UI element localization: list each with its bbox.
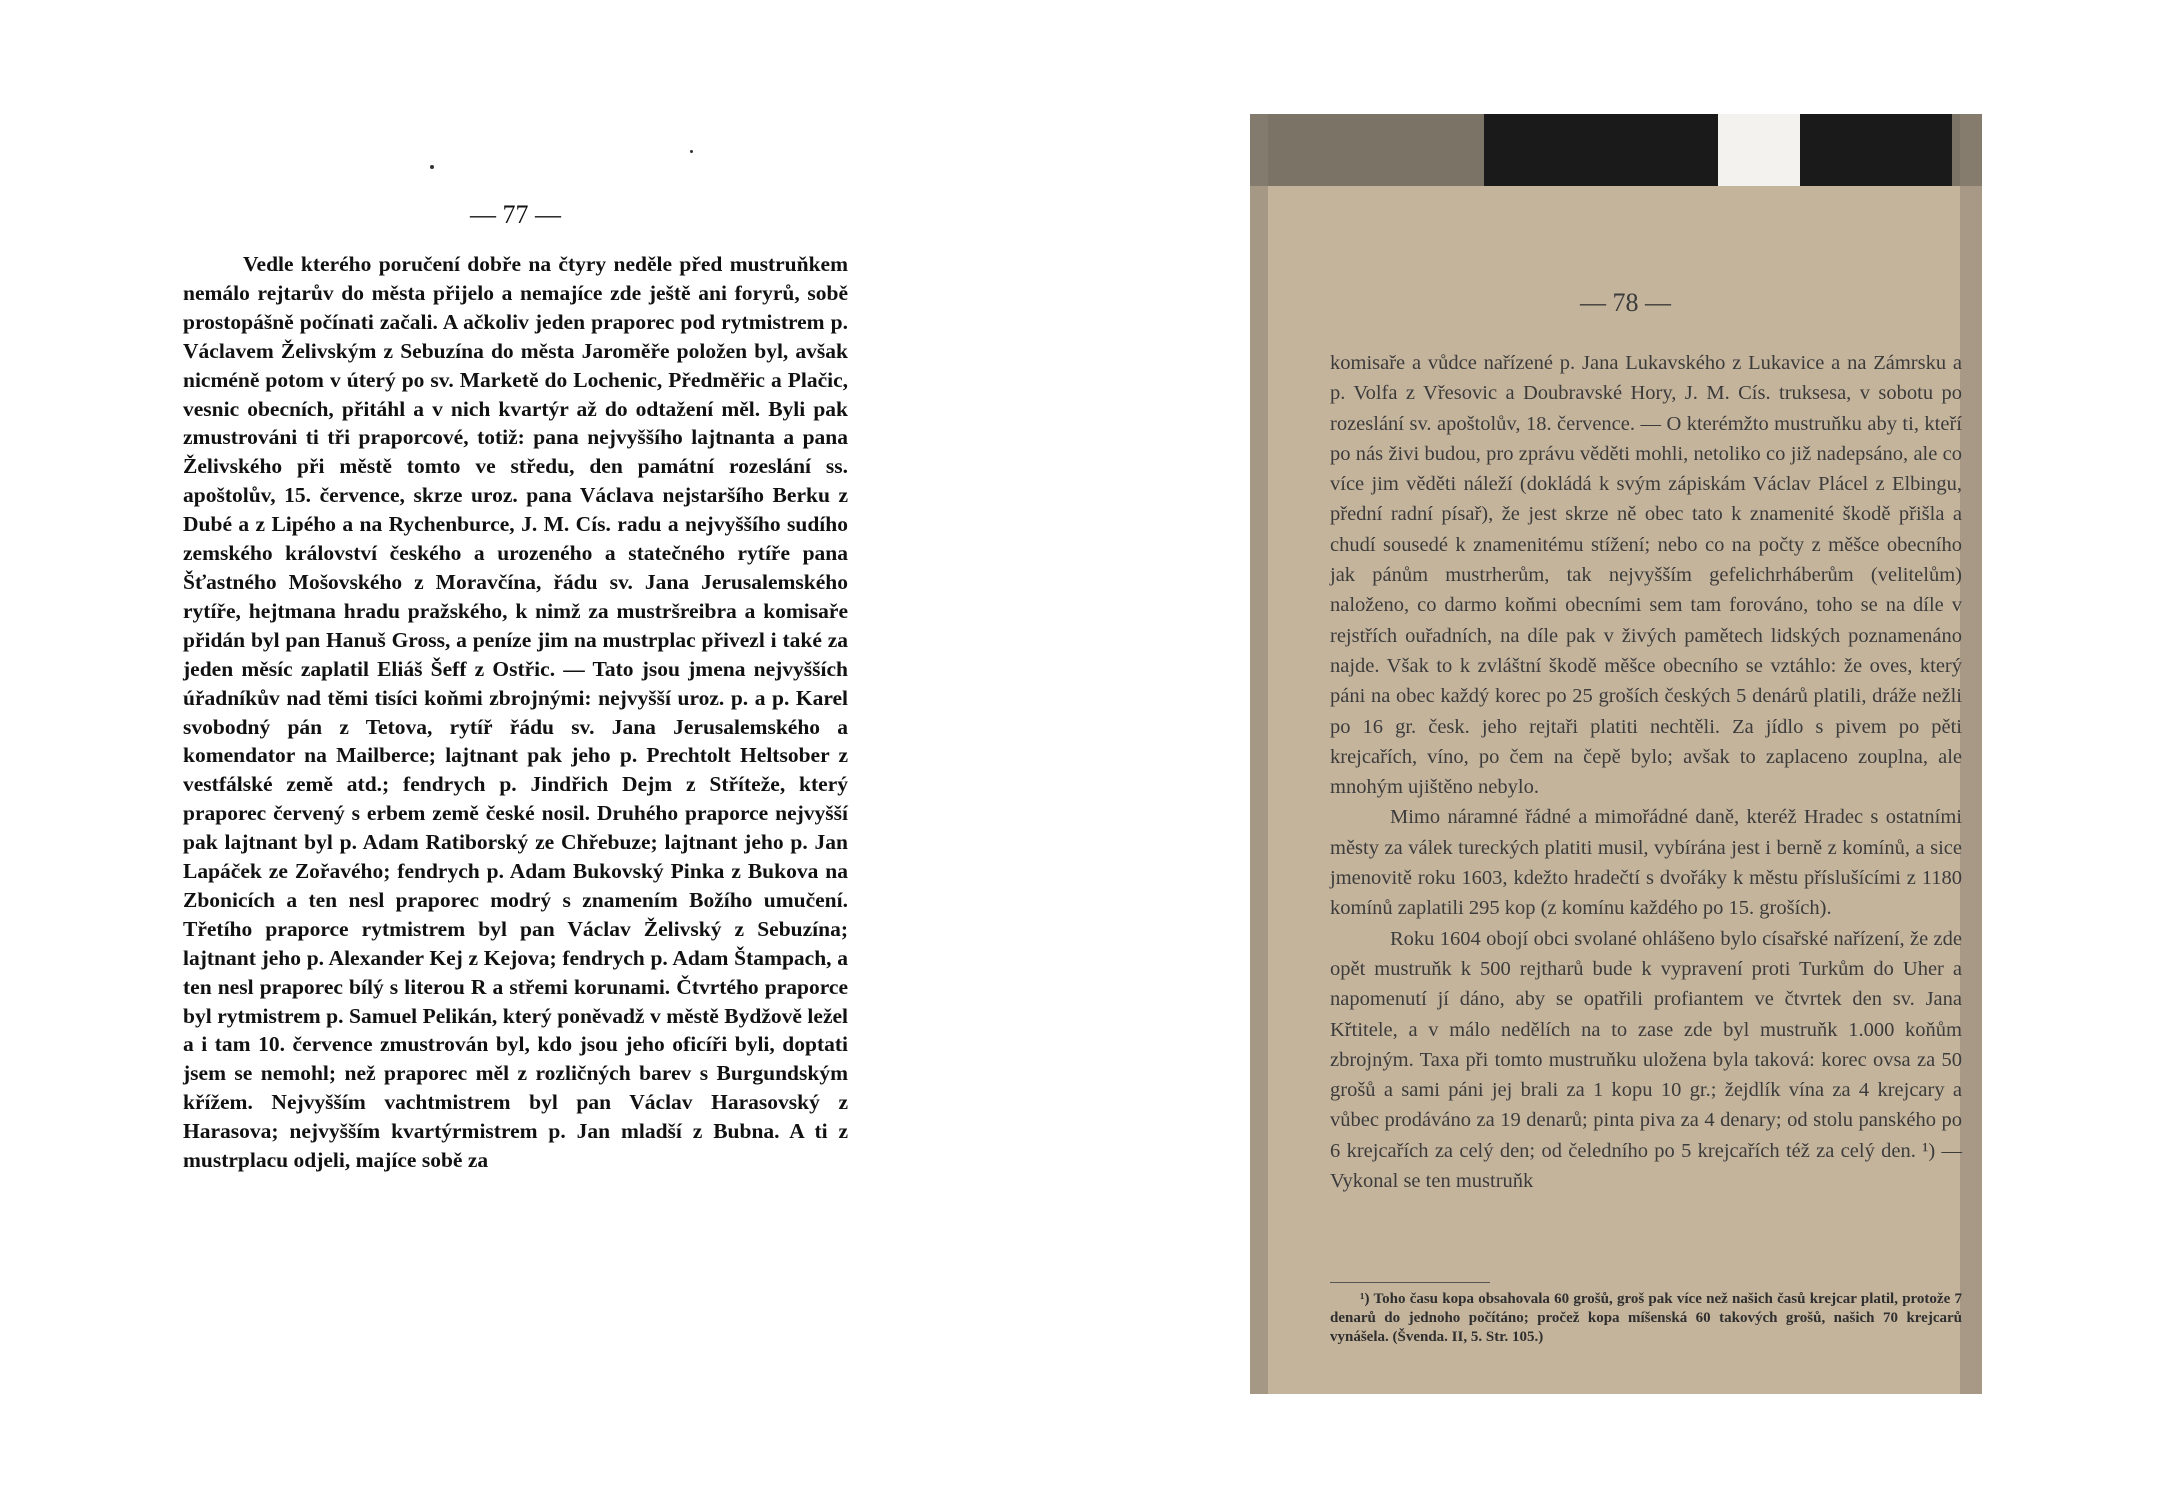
paragraph: komisaře a vůdce nařízené p. Jana Lukavského z Lukavice a na Zámrsku a p. Volfa z Vřesovic a Doubravské Hory, J. M. Cís. truksesa, v sobotu po rozeslání sv. apoštolův, 18. července. — O kterémžto mustruňku aby ti, kteří po nás živi budou, pro zprávu věděti mohli, netoliko co již nadepsáno, ale co více jim věděti náleží (dokládá k svým zápiskám Václav Plácel z Elbingu, přední radní písař), že jest skrze ně obec tato k znamenité škodě přišla a chudí sousedé k znamenitému stížení; nebo co na počty z měšce obecního jak pánům mustrherům, tak nejvyšším gefelichrháberům (velitelům) naloženo, co darmo koňmi obecními sem tam forováno, toho se na díle v rejstřích ouřadních, na díle pak v živých pamětech lidských poznamenáno najde. Však to k zvláštní škodě měšce obecního se vztáhlo: že oves, který páni na obec každý korec po 25 groších českých 5 denárů platili, dráže nežli po 16 gr. česk. jeho rejtaři platiti nechtěli. Za jídlo s pivem po pěti krejcařích, víno, po čem na čepě bylo; avšak to zaplaceno zouplna, ale mnohým ujištěno nebylo. xyxy=(1330,352,1962,799)
footnote-divider xyxy=(1330,1282,1490,1283)
page-number: — 77 — xyxy=(470,200,561,229)
paragraph: Roku 1604 obojí obci svolané ohlášeno bylo císařské nařízení, že zde opět mustruňk k 500 rejtharů bude k vypravení proti Turkům do Uher a napomenutí jí dáno, aby se opatřili profiantem ve čtvrtek den sv. Jana Křtitele, a v málo nedělích na to zase zde byl mustruňk 1.000 koňům zbrojným. Taxa při tomto mustruňku uložena byla taková: korec ovsa za 50 grošů a sami páni jej brali za 1 kopu 10 gr.; žejdlík vína za 4 krejcary a vůbec prodáváno za 19 denarů; pinta piva za 4 denary; od stolu panského po 6 krejcařích za celý den; od čeledního po 5 krejcařích též za celý den. ¹) — Vykonal se ten mustruňk xyxy=(1330,927,1962,1193)
scan-speck xyxy=(690,150,693,153)
footnote: ¹) Toho času kopa obsahovala 60 grošů, groš pak více než našich časů krejcar platil, protože 7 denarů do jednoho počítáno; pročež kopa míšenská 60 takových grošů, našich 70 krejcarů vynášela. (Švenda. II, 5. Str. 105.) xyxy=(1330,1291,1962,1345)
body-text xyxy=(183,250,848,1175)
right-page-scan xyxy=(1250,114,1982,1394)
page-number: — 78 — xyxy=(1580,288,1671,317)
scan-white-patch xyxy=(1718,114,1800,186)
scan-speck xyxy=(430,165,434,169)
scan-border-right xyxy=(1960,114,1982,1394)
scan-border-left xyxy=(1250,114,1268,1394)
paragraph: Vedle kterého poručení dobře na čtyry neděle před mustruňkem nemálo rejtarův do města přijelo a nemajíce zde ještě ani foryrů, sobě prostopášně počínati začali. A ačkoliv jeden praporec pod rytmistrem p. Václavem Želivským z Sebuzína do města Jaroměře položen byl, avšak nicméně potom v úterý po sv. Marketě do Lochenic, Předměřic a Plačic, vesnic obecních, přitáhl a v nich kvartýr až do odtažení měl. Byli pak zmustrováni ti tři praporcové, totiž: pana nejvyššího lajtnanta a pana Želivského při městě tomto ve středu, den památní rozeslání ss. apoštolův, 15. července, skrze uroz. pana Václava nejstaršího Berku z Dubé a z Lipého a na Rychenburce, J. M. Cís. radu a nejvyššího sudího zemského království českého a urozeného a statečného rytíře pana Šťastného Mošovského z Moravčína, řádu sv. Jana Jerusalemského rytíře, hejtmana hradu pražského, k nimž za mustršreibra a komisaře přidán byl pan Hanuš Gross, a peníze jim na mustrplac přivezl i také za jeden měsíc zaplatil Eliáš Šeff z Ostřic. — Tato jsou jmena nejvyšších úřadníkův nad těmi tisíci koňmi zbrojnými: nejvyšší uroz. p. a p. Karel svobodný pán z Tetova, rytíř řádu sv. Jana Jerusalemského a komendator na Mailberce; lajtnant pak jeho p. Prechtolt Heltsober z vestfálské země atd.; fendrych p. Jindřich Dejm z Stříteže, který praporec červený s erbem země české nosil. Druhého praporce nejvyšší pak lajtnant byl p. Adam Ratiborský ze Chřebuze; lajtnant jeho p. Jan Lapáček ze Zořavého; fendrych p. Adam Bukovský Pinka z Bukova na Zbonicích a ten nesl praporec modrý s znamením Božího umučení. Třetího praporce rytmistrem byl pan Václav Želivský z Sebuzína; lajtnant jeho p. Alexander Kej z Kejova; fendrych p. Adam Štampach, a ten nesl praporec bílý s literou R a střemi korunami. Čtvrtého praporce byl rytmistrem p. Samuel Pelikán, který poněvadž v městě Bydžově ležel a i tam 10. července zmustrován byl, kdo jsou jeho oficíři byli, doptati jsem se nemohl; než praporec měl z rozličných barev s Burgundským křížem. Nejvyšším vachtmistrem byl pan Václav Harasovský z Harasova; nejvyšším kvartýrmistrem p. Jan mladší z Bubna. A ti z mustrplacu odjeli, majíce sobě za xyxy=(183,252,848,1173)
paragraph: Mimo náramné řádné a mimořádné daně, kteréž Hradec s ostatními městy za válek tureckých platiti musil, vybírána jest i berně z komínů, a sice jmenovitě roku 1603, kdežto hradečtí s dvořáky k městu příslušícími z 1180 komínů zaplatili 295 kop (z komínu každého po 15. groších). xyxy=(1330,806,1962,920)
body-text xyxy=(1330,348,1962,1196)
